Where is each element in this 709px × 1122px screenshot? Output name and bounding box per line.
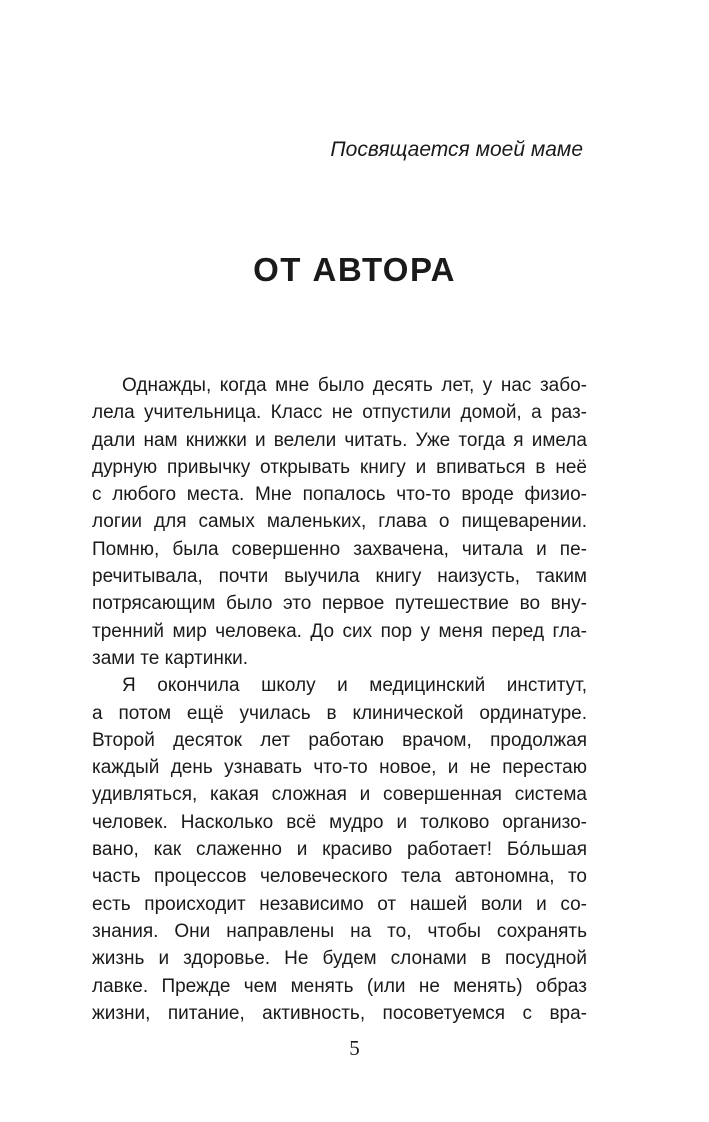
text-line: человек. Насколько всё мудро и толково организо- xyxy=(92,811,587,833)
text-line: тренний мир человека. До сих пор у меня перед гла- xyxy=(92,620,587,642)
text-line: с любого места. Мне попалось что-то вроде физио- xyxy=(92,484,587,506)
text-line: Однажды, когда мне было десять лет, у нас забо- xyxy=(122,375,587,396)
paragraph-1 xyxy=(92,372,587,672)
text-line: логии для самых маленьких, глава о пищеварении. xyxy=(92,511,587,533)
text-line: каждый день узнавать что-то новое, и не перестаю xyxy=(92,757,587,779)
text-line: лавке. Прежде чем менять (или не менять) образ xyxy=(92,975,587,997)
text-line: есть происходит независимо от нашей воли и со- xyxy=(92,893,587,915)
text-line: Второй десяток лет работаю врачом, продолжая xyxy=(92,729,587,751)
text-line: удивляться, какая сложная и совершенная система xyxy=(92,784,587,806)
text-line: лела учительница. Класс не отпустили домой, а раз- xyxy=(92,402,587,424)
text-line: знания. Они направлены на то, чтобы сохранять xyxy=(92,920,587,942)
text-line: речитывала, почти выучила книгу наизусть, таким xyxy=(92,566,587,588)
text-line: жизни, питание, активность, посоветуемся с вра- xyxy=(92,1002,587,1024)
dedication: Посвящается моей маме xyxy=(330,138,583,161)
text-line: а потом ещё училась в клинической ординатуре. xyxy=(92,702,587,724)
page-number: 5 xyxy=(349,1036,360,1060)
text-line: часть процессов человеческого тела автономна, то xyxy=(92,866,587,888)
text-line: дали нам книжки и велели читать. Уже тогда я имела xyxy=(92,429,587,451)
body-text xyxy=(92,372,587,1027)
text-line: дурную привычку открывать книгу и впиваться в неё xyxy=(92,456,587,478)
text-line: потрясающим было это первое путешествие во вну- xyxy=(92,593,587,615)
text-line: Помню, была совершенно захвачена, читала и пе- xyxy=(92,538,587,560)
paragraph-2 xyxy=(92,672,587,1027)
text-line: зами те картинки. xyxy=(92,647,249,669)
text-line: вано, как слаженно и красиво работает! Бóльшая xyxy=(92,839,587,861)
text-line: Я окончила школу и медицинский институт, xyxy=(122,675,587,697)
chapter-heading: ОТ АВТОРА xyxy=(253,251,456,288)
text-line: жизнь и здоровье. Не будем слонами в посудной xyxy=(92,948,587,970)
